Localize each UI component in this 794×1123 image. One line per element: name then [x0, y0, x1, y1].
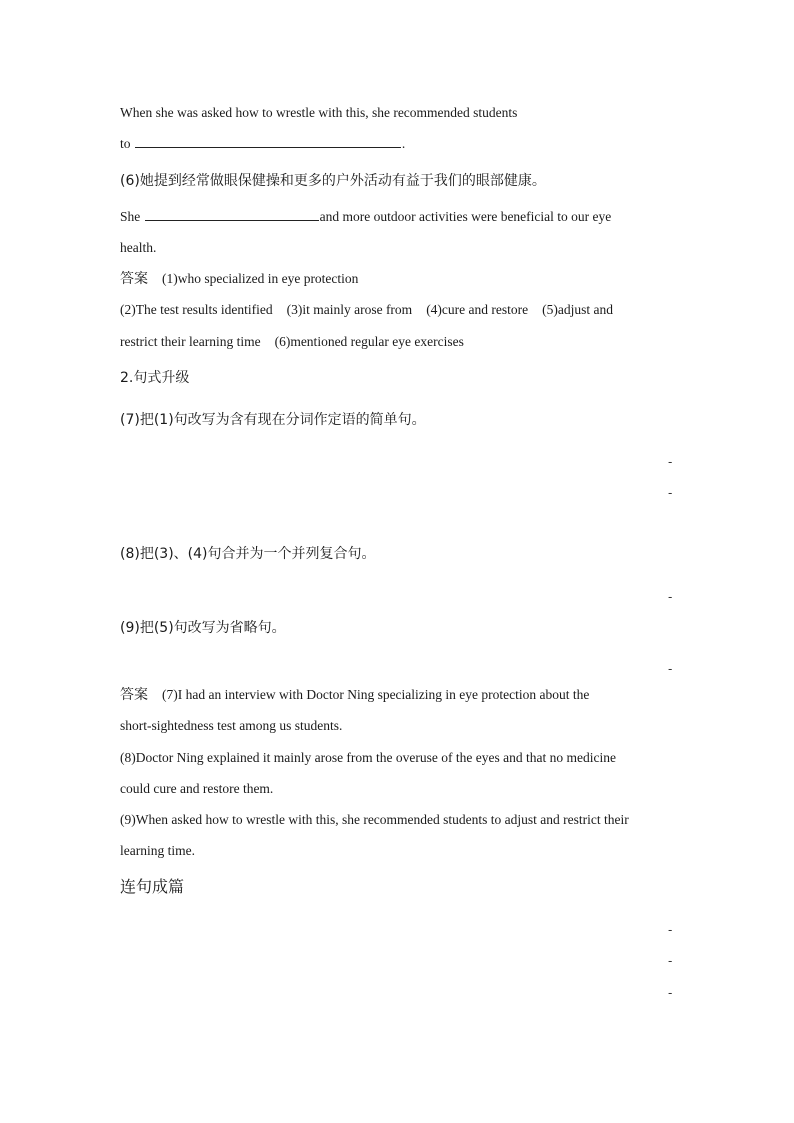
answer-4: (4)cure and restore [426, 302, 529, 317]
text-line-1: When she was asked how to wrestle with this, she recommended students [120, 105, 518, 120]
line-4-suffix: and more outdoor activities were beneficial to our eye [319, 209, 612, 224]
answer-9-line-1: (9)When asked how to wrestle with this, she recommended students to adjust and restrict their [120, 812, 629, 827]
answer-2: (2)The test results identified [120, 302, 273, 317]
answer-8-line-2: could cure and restore them. [120, 781, 274, 796]
answer-row-3 [120, 333, 464, 351]
answer-line-mark: - [668, 922, 673, 937]
answer-1: (1)who specialized in eye protection [162, 271, 359, 286]
answer-5: (5)adjust and [542, 302, 613, 317]
question-7: (7)把(1)句改写为含有现在分词作定语的简单句。 [120, 412, 426, 428]
answer-blank-6[interactable] [145, 208, 319, 221]
line-2-suffix: . [401, 136, 406, 151]
text-line-4 [120, 208, 611, 226]
answer-7-text: (7)I had an interview with Doctor Ning specializing in eye protection about the [162, 687, 590, 702]
answer-line-mark: - [668, 589, 673, 604]
answer-blank-5[interactable] [135, 135, 401, 148]
answer-line-mark: - [668, 985, 673, 1000]
text-line-2 [120, 135, 405, 153]
answer-7-line-1 [120, 686, 589, 704]
question-6: (6)她提到经常做眼保健操和更多的户外活动有益于我们的眼部健康。 [120, 173, 546, 189]
answer-7-line-2: short-sightedness test among us students. [120, 718, 343, 733]
answer-row-2 [120, 301, 613, 319]
answer-line-mark: - [668, 661, 673, 676]
section-2-title: 2.句式升级 [120, 370, 190, 386]
answer-line-mark: - [668, 454, 673, 469]
answer-label: 答案 [120, 271, 148, 287]
answer-line-mark: - [668, 485, 673, 500]
answer-5-cont: restrict their learning time [120, 334, 261, 349]
answer-6: (6)mentioned regular eye exercises [274, 334, 464, 349]
answer-3: (3)it mainly arose from [286, 302, 413, 317]
answer-line-mark: - [668, 953, 673, 968]
question-8: (8)把(3)、(4)句合并为一个并列复合句。 [120, 546, 376, 562]
line-4-prefix: She [120, 209, 141, 224]
line-2-prefix: to [120, 136, 131, 151]
answer-label: 答案 [120, 687, 148, 703]
text-line-5: health. [120, 240, 157, 255]
answer-9-line-2: learning time. [120, 843, 195, 858]
section-3-title: 连句成篇 [120, 877, 185, 896]
answer-row-1 [120, 270, 358, 288]
question-9: (9)把(5)句改写为省略句。 [120, 620, 286, 636]
answer-8-line-1: (8)Doctor Ning explained it mainly arose from the overuse of the eyes and that no medicine [120, 750, 616, 765]
